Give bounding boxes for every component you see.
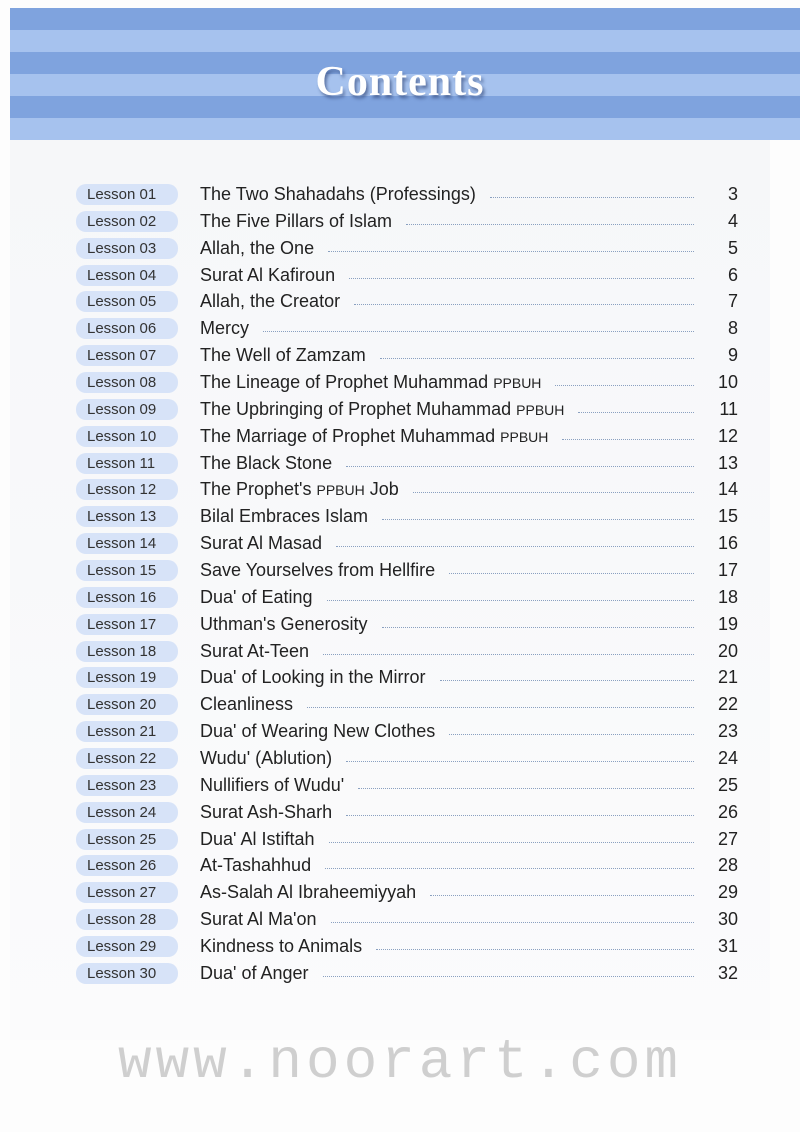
watermark: www.noorart.com bbox=[117, 1030, 683, 1094]
lesson-label: Lesson 12 bbox=[76, 479, 178, 500]
dot-leader bbox=[376, 949, 694, 950]
lesson-title-text: Surat Al Kafiroun bbox=[200, 264, 336, 285]
dot-leader bbox=[382, 519, 694, 520]
toc-entry[interactable] bbox=[76, 852, 746, 879]
lesson-label: Lesson 29 bbox=[76, 936, 178, 957]
page-number: 27 bbox=[717, 828, 738, 849]
page-number: 10 bbox=[717, 371, 738, 392]
lesson-title bbox=[200, 641, 309, 662]
dot-leader bbox=[307, 707, 694, 708]
page-number: 21 bbox=[717, 667, 738, 688]
lesson-title bbox=[200, 399, 564, 420]
page-number: 14 bbox=[717, 479, 738, 500]
dot-leader bbox=[413, 492, 694, 493]
lesson-title-text: Dua' of Looking in the Mirror bbox=[200, 667, 426, 688]
lesson-label: Lesson 05 bbox=[76, 291, 178, 312]
toc-entry[interactable] bbox=[76, 181, 746, 208]
toc-entry[interactable] bbox=[76, 691, 746, 718]
lesson-label: Lesson 01 bbox=[76, 184, 178, 205]
lesson-title bbox=[200, 748, 332, 769]
lesson-title bbox=[200, 882, 416, 903]
page-number: 24 bbox=[717, 747, 738, 768]
dot-leader bbox=[329, 842, 695, 843]
lesson-label: Lesson 18 bbox=[76, 641, 178, 662]
table-of-contents bbox=[76, 181, 746, 987]
lesson-title bbox=[200, 506, 368, 527]
page-number: 20 bbox=[717, 640, 738, 661]
toc-entry[interactable] bbox=[76, 235, 746, 262]
dot-leader bbox=[328, 251, 694, 252]
page-number: 6 bbox=[727, 264, 738, 285]
lesson-title-text: Nullifiers of Wudu' bbox=[200, 774, 345, 795]
toc-entry[interactable] bbox=[76, 772, 746, 799]
toc-entry[interactable] bbox=[76, 342, 746, 369]
lesson-title-text: The Upbringing of Prophet Muhammad bbox=[200, 398, 517, 419]
lesson-title-after: Job bbox=[364, 479, 399, 500]
lesson-label: Lesson 14 bbox=[76, 533, 178, 554]
page-number: 29 bbox=[717, 882, 738, 903]
page-number: 22 bbox=[717, 694, 738, 715]
lesson-label: Lesson 11 bbox=[76, 453, 178, 474]
lesson-title bbox=[200, 775, 344, 796]
dot-leader bbox=[346, 761, 694, 762]
lesson-title-text: Save Yourselves from Hellfire bbox=[200, 559, 436, 580]
lesson-label: Lesson 07 bbox=[76, 345, 178, 366]
page-number: 5 bbox=[727, 237, 738, 258]
dot-leader bbox=[562, 439, 694, 440]
lesson-title bbox=[200, 184, 476, 205]
page-number: 28 bbox=[717, 855, 738, 876]
lesson-title-text: Surat Al Ma'on bbox=[200, 909, 317, 930]
lesson-label: Lesson 13 bbox=[76, 506, 178, 527]
page-number: 3 bbox=[727, 183, 738, 204]
page-number: 8 bbox=[727, 318, 738, 339]
lesson-title-text: Allah, the Creator bbox=[200, 291, 341, 312]
page-number: 23 bbox=[717, 721, 738, 742]
lesson-title bbox=[200, 211, 392, 232]
page-number: 17 bbox=[717, 559, 738, 580]
lesson-title-text: At-Tashahhud bbox=[200, 855, 312, 876]
lesson-label: Lesson 23 bbox=[76, 775, 178, 796]
toc-entry[interactable] bbox=[76, 396, 746, 423]
lesson-title-text: As-Salah Al Ibraheemiyyah bbox=[200, 882, 417, 903]
lesson-title bbox=[200, 291, 340, 312]
dot-leader bbox=[382, 627, 694, 628]
lesson-label: Lesson 10 bbox=[76, 426, 178, 447]
dot-leader bbox=[449, 734, 694, 735]
lesson-title bbox=[200, 694, 293, 715]
dot-leader bbox=[263, 331, 694, 332]
page-number: 30 bbox=[717, 909, 738, 930]
lesson-title-text: Dua' Al Istiftah bbox=[200, 828, 315, 849]
toc-entry[interactable] bbox=[76, 503, 746, 530]
dot-leader bbox=[380, 358, 694, 359]
lesson-title-text: Surat At-Teen bbox=[200, 640, 310, 661]
page-number: 11 bbox=[719, 398, 738, 419]
dot-leader bbox=[406, 224, 694, 225]
lesson-label: Lesson 09 bbox=[76, 399, 178, 420]
lesson-title-text: Surat Al Masad bbox=[200, 533, 323, 554]
lesson-title-text: Mercy bbox=[200, 318, 249, 339]
lesson-title bbox=[200, 560, 435, 581]
lesson-label: Lesson 20 bbox=[76, 694, 178, 715]
lesson-label: Lesson 02 bbox=[76, 211, 178, 232]
lesson-title-text: Kindness to Animals bbox=[200, 935, 363, 956]
lesson-label: Lesson 28 bbox=[76, 909, 178, 930]
dot-leader bbox=[490, 197, 694, 198]
toc-entry[interactable] bbox=[76, 288, 746, 315]
lesson-label: Lesson 15 bbox=[76, 560, 178, 581]
lesson-label: Lesson 03 bbox=[76, 238, 178, 259]
page-number: 25 bbox=[717, 774, 738, 795]
lesson-title-text: Dua' of Wearing New Clothes bbox=[200, 721, 436, 742]
dot-leader bbox=[323, 976, 694, 977]
lesson-label: Lesson 25 bbox=[76, 829, 178, 850]
lesson-title bbox=[200, 909, 317, 930]
lesson-title bbox=[200, 829, 315, 850]
dot-leader bbox=[358, 788, 694, 789]
toc-entry[interactable] bbox=[76, 718, 746, 745]
toc-entry[interactable] bbox=[76, 476, 746, 503]
lesson-label: Lesson 27 bbox=[76, 882, 178, 903]
dot-leader bbox=[449, 573, 694, 574]
page-number: 4 bbox=[727, 210, 738, 231]
lesson-label: Lesson 04 bbox=[76, 265, 178, 286]
lesson-label: Lesson 17 bbox=[76, 614, 178, 635]
toc-entry[interactable] bbox=[76, 906, 746, 933]
lesson-title-text: The Well of Zamzam bbox=[200, 345, 366, 366]
lesson-label: Lesson 30 bbox=[76, 963, 178, 984]
dot-leader bbox=[327, 600, 694, 601]
dot-leader bbox=[325, 868, 694, 869]
dot-leader bbox=[346, 815, 694, 816]
lesson-title-text: Bilal Embraces Islam bbox=[200, 506, 369, 527]
toc-entry[interactable] bbox=[76, 208, 746, 235]
lesson-title bbox=[200, 265, 335, 286]
dot-leader bbox=[430, 895, 694, 896]
page-number: 26 bbox=[717, 801, 738, 822]
lesson-title bbox=[200, 802, 332, 823]
toc-entry[interactable] bbox=[76, 423, 746, 450]
toc-entry[interactable] bbox=[76, 369, 746, 396]
lesson-title bbox=[200, 238, 314, 259]
page-title: Contents bbox=[315, 59, 485, 105]
lesson-title bbox=[200, 936, 362, 957]
toc-entry[interactable] bbox=[76, 315, 746, 342]
toc-entry[interactable] bbox=[76, 960, 746, 987]
honorific: PPBUH bbox=[516, 401, 565, 418]
toc-entry[interactable] bbox=[76, 799, 746, 826]
page-number: 19 bbox=[717, 613, 738, 634]
page-number: 18 bbox=[717, 586, 738, 607]
toc-entry[interactable] bbox=[76, 638, 746, 665]
toc-entry[interactable] bbox=[76, 262, 746, 289]
page-number: 16 bbox=[717, 533, 738, 554]
dot-leader bbox=[349, 278, 694, 279]
toc-entry[interactable] bbox=[76, 584, 746, 611]
lesson-title-text: Allah, the One bbox=[200, 237, 315, 258]
page-number: 31 bbox=[717, 935, 738, 956]
lesson-title bbox=[200, 372, 541, 393]
lesson-title bbox=[200, 426, 548, 447]
lesson-title bbox=[200, 318, 249, 339]
toc-entry[interactable] bbox=[76, 530, 746, 557]
lesson-title-text: Cleanliness bbox=[200, 694, 294, 715]
lesson-label: Lesson 26 bbox=[76, 855, 178, 876]
dot-leader bbox=[578, 412, 694, 413]
dot-leader bbox=[440, 680, 694, 681]
lesson-label: Lesson 21 bbox=[76, 721, 178, 742]
lesson-title-text: The Marriage of Prophet Muhammad bbox=[200, 425, 501, 446]
lesson-title-text: The Black Stone bbox=[200, 452, 333, 473]
page-number: 15 bbox=[717, 506, 738, 527]
page-number: 7 bbox=[727, 291, 738, 312]
lesson-title bbox=[200, 345, 366, 366]
lesson-label: Lesson 08 bbox=[76, 372, 178, 393]
page-number: 12 bbox=[717, 425, 738, 446]
lesson-title-text: The Lineage of Prophet Muhammad bbox=[200, 371, 494, 392]
lesson-label: Lesson 16 bbox=[76, 587, 178, 608]
lesson-title-text: Dua' of Eating bbox=[200, 586, 313, 607]
lesson-title-text: The Two Shahadahs (Professings) bbox=[200, 183, 476, 204]
toc-entry[interactable] bbox=[76, 450, 746, 477]
lesson-title bbox=[200, 453, 332, 474]
lesson-title bbox=[200, 533, 322, 554]
lesson-title bbox=[200, 587, 313, 608]
lesson-label: Lesson 22 bbox=[76, 748, 178, 769]
dot-leader bbox=[346, 466, 694, 467]
dot-leader bbox=[331, 922, 695, 923]
toc-entry[interactable] bbox=[76, 745, 746, 772]
lesson-label: Lesson 19 bbox=[76, 667, 178, 688]
lesson-title bbox=[200, 614, 368, 635]
lesson-title-text: The Five Pillars of Islam bbox=[200, 210, 393, 231]
toc-entry[interactable] bbox=[76, 879, 746, 906]
dot-leader bbox=[336, 546, 694, 547]
toc-entry[interactable] bbox=[76, 826, 746, 853]
page-number: 13 bbox=[717, 452, 738, 473]
toc-entry[interactable] bbox=[76, 611, 746, 638]
lesson-title bbox=[200, 721, 435, 742]
lesson-title-text: The Prophet's bbox=[200, 479, 317, 500]
honorific: PPBUH bbox=[316, 482, 365, 499]
lesson-title bbox=[200, 479, 399, 500]
toc-entry[interactable] bbox=[76, 664, 746, 691]
toc-entry[interactable] bbox=[76, 933, 746, 960]
page-number: 9 bbox=[727, 345, 738, 366]
dot-leader bbox=[323, 654, 694, 655]
lesson-title bbox=[200, 855, 311, 876]
honorific: PPBUH bbox=[500, 428, 549, 445]
dot-leader bbox=[555, 385, 694, 386]
page-number: 32 bbox=[717, 962, 738, 983]
lesson-title-text: Uthman's Generosity bbox=[200, 613, 368, 634]
toc-entry[interactable] bbox=[76, 557, 746, 584]
lesson-title bbox=[200, 963, 309, 984]
lesson-label: Lesson 24 bbox=[76, 802, 178, 823]
lesson-label: Lesson 06 bbox=[76, 318, 178, 339]
dot-leader bbox=[354, 304, 694, 305]
honorific: PPBUH bbox=[493, 374, 542, 391]
lesson-title bbox=[200, 667, 426, 688]
lesson-title-text: Dua' of Anger bbox=[200, 962, 309, 983]
lesson-title-text: Wudu' (Ablution) bbox=[200, 747, 333, 768]
lesson-title-text: Surat Ash-Sharh bbox=[200, 801, 333, 822]
